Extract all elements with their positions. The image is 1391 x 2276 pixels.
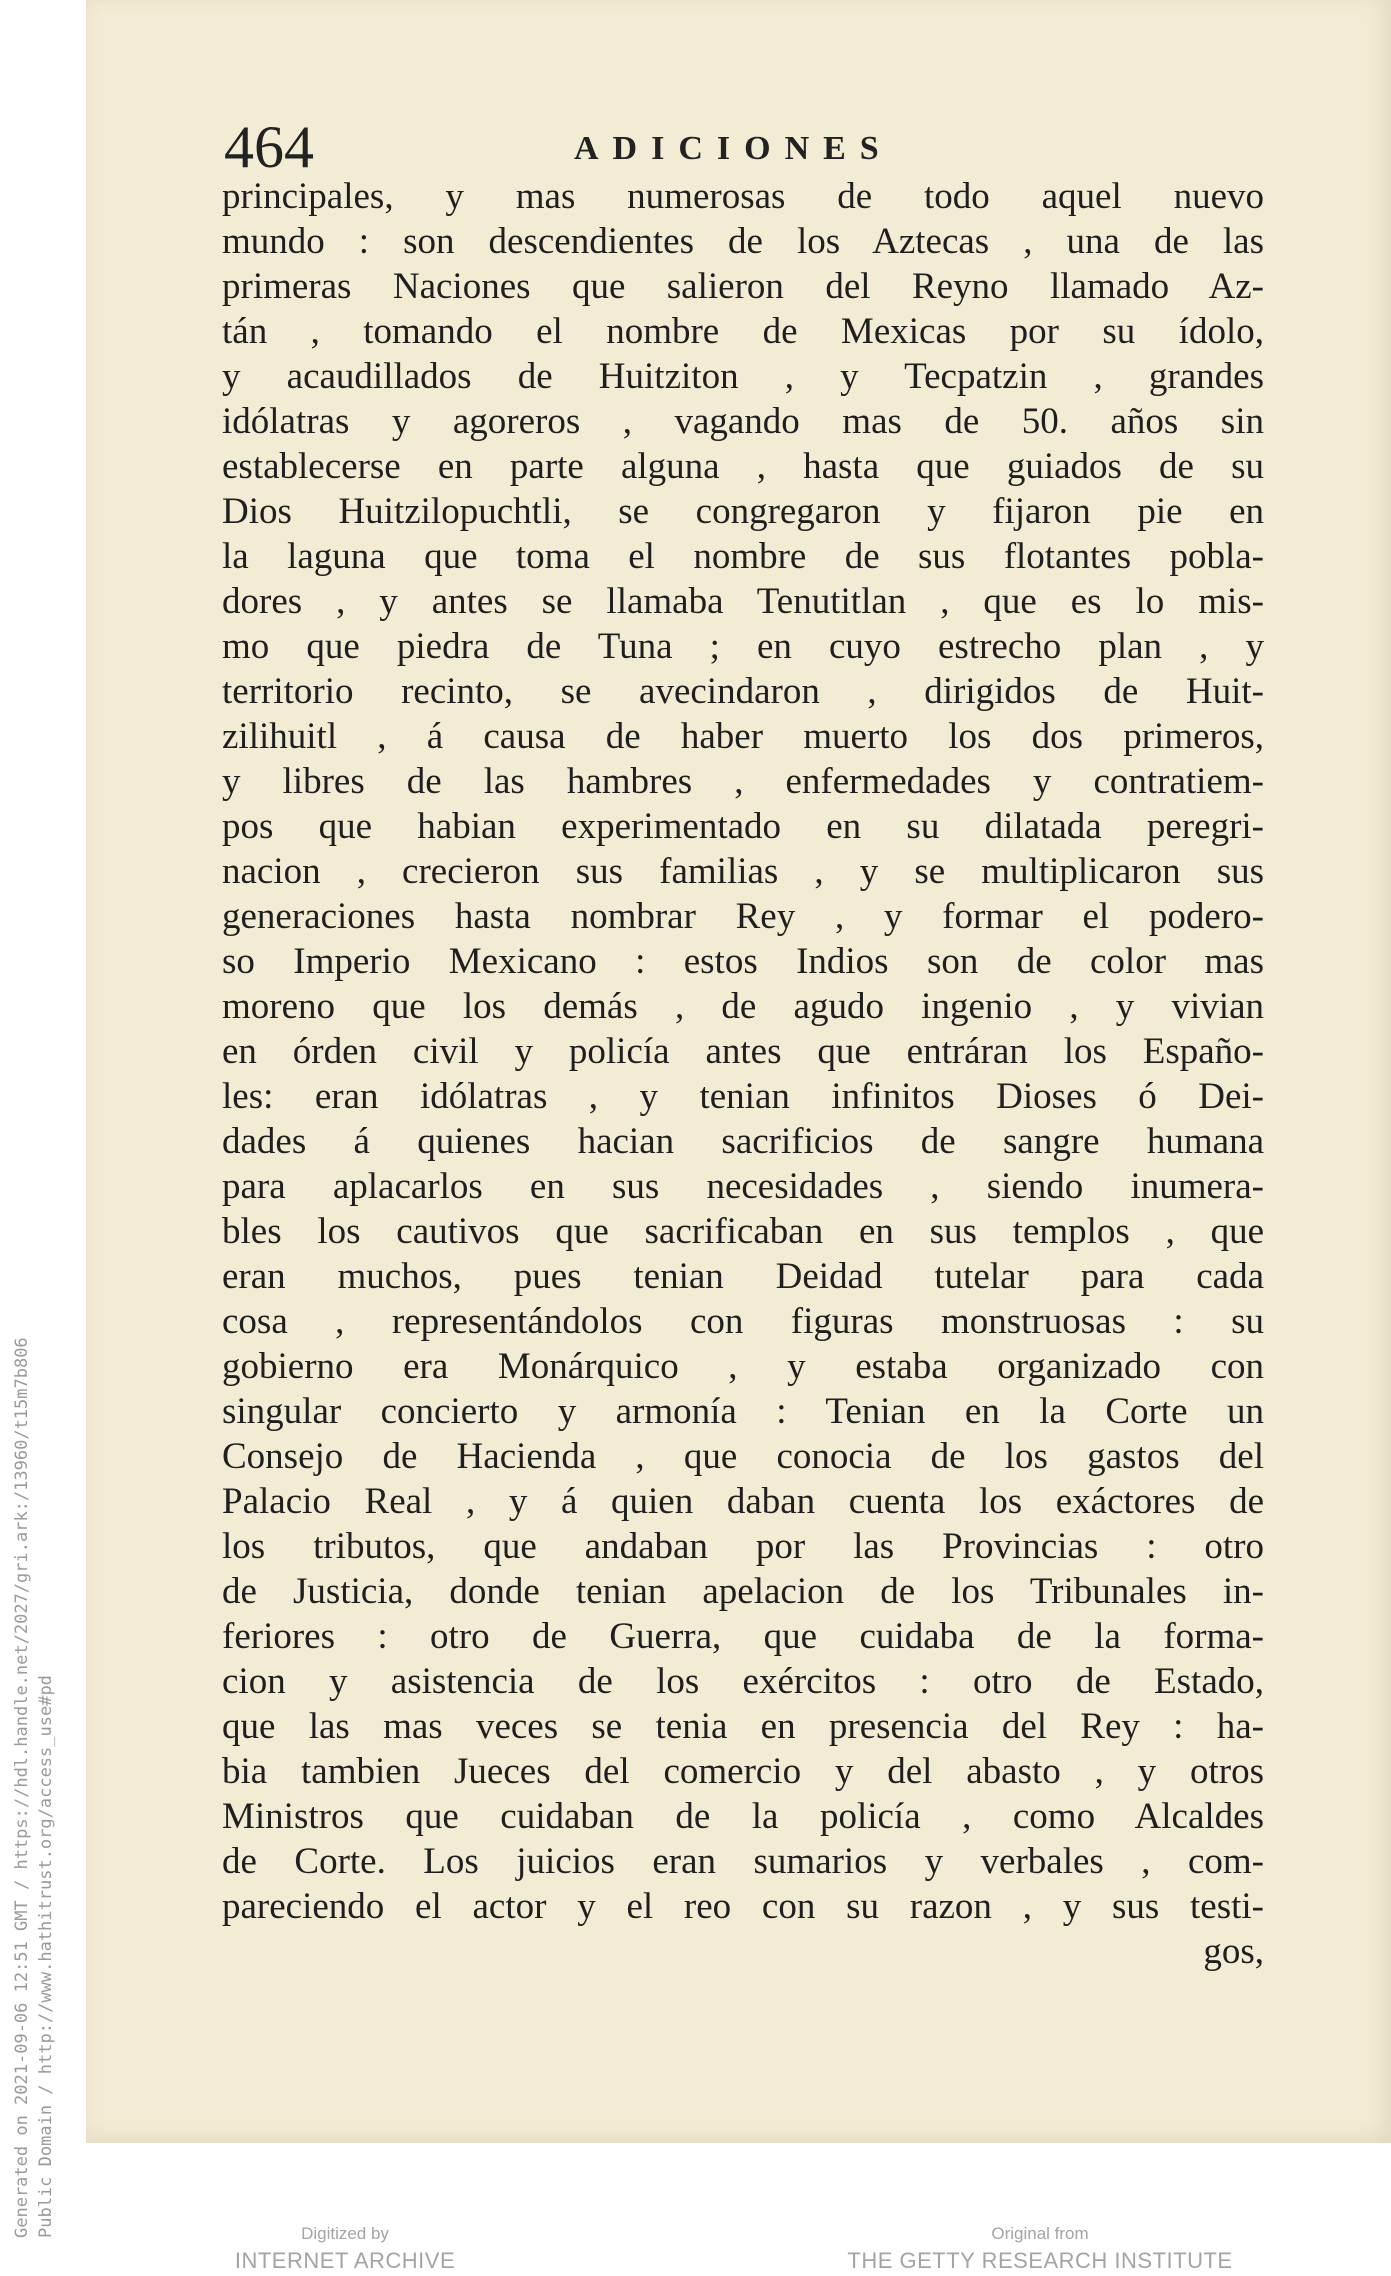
text-line: bles los cautivos que sacrificaban en sus templos , que: [222, 1211, 1264, 1252]
text-line: primeras Naciones que salieron del Reyno llamado Az-: [222, 266, 1264, 307]
footer-internet-archive: INTERNET ARCHIVE: [234, 2248, 456, 2273]
stamp-line-public-domain: Public Domain / http://www.hathitrust.org/access_use#pd: [36, 1675, 56, 2238]
text-line: idólatras y agoreros , vagando mas de 50. años sin: [222, 401, 1264, 442]
text-line: cosa , representándolos con figuras monstruosas : su: [222, 1301, 1264, 1342]
text-line: zilihuitl , á causa de haber muerto los dos primeros,: [222, 716, 1264, 757]
text-line: eran muchos, pues tenian Deidad tutelar para cada: [222, 1256, 1264, 1297]
hathitrust-stamp-text: [10, 1337, 58, 2238]
text-line: de Justicia, donde tenian apelacion de los Tribunales in-: [222, 1571, 1264, 1612]
text-line: feriores : otro de Guerra, que cuidaba de la forma-: [222, 1616, 1264, 1657]
text-line: establecerse en parte alguna , hasta que guiados de su: [222, 446, 1264, 487]
footer-digitized-by: [210, 2222, 480, 2276]
text-line: la laguna que toma el nombre de sus flotantes pobla-: [222, 536, 1264, 577]
text-line: dades á quienes hacian sacrificios de sangre humana: [222, 1121, 1264, 1162]
text-line: y libres de las hambres , enfermedades y contratiem-: [222, 761, 1264, 802]
text-line: mundo : son descendientes de los Aztecas , una de las: [222, 221, 1264, 262]
text-line: pos que habian experimentado en su dilatada peregri-: [222, 806, 1264, 847]
text-line: singular concierto y armonía : Tenian en la Corte un: [222, 1391, 1264, 1432]
text-line: les: eran idólatras , y tenian infinitos Dioses ó Dei-: [222, 1076, 1264, 1117]
text-line: de Corte. Los juicios eran sumarios y verbales , com-: [222, 1841, 1264, 1882]
hathitrust-stamp: [0, 0, 60, 2271]
text-line: cion y asistencia de los exércitos : otro de Estado,: [222, 1661, 1264, 1702]
text-line: territorio recinto, se avecindaron , dirigidos de Huit-: [222, 671, 1264, 712]
text-line: nacion , crecieron sus familias , y se multiplicaron sus: [222, 851, 1264, 892]
page-number: 464: [224, 114, 314, 180]
text-line: en órden civil y policía antes que entráran los Españo-: [222, 1031, 1264, 1072]
text-line: Consejo de Hacienda , que conocia de los gastos del: [222, 1436, 1264, 1477]
text-line: dores , y antes se llamaba Tenutitlan , que es lo mis-: [222, 581, 1264, 622]
text-line: Ministros que cuidaban de la policía , como Alcaldes: [222, 1796, 1264, 1837]
text-line: bia tambien Jueces del comercio y del abasto , y otros: [222, 1751, 1264, 1792]
stamp-line-generated: Generated on 2021-09-06 12:51 GMT / https://hdl.handle.net/2027/gri.ark:/13960/t15m7b806: [12, 1337, 32, 2238]
text-line: Dios Huitzilopuchtli, se congregaron y fijaron pie en: [222, 491, 1264, 532]
text-line: moreno que los demás , de agudo ingenio , y vivian: [222, 986, 1264, 1027]
text-line: tán , tomando el nombre de Mexicas por su ídolo,: [222, 311, 1264, 352]
text-line: para aplacarlos en sus necesidades , siendo inumera-: [222, 1166, 1264, 1207]
text-line: los tributos, que andaban por las Provincias : otro: [222, 1526, 1264, 1567]
text-line: gos,: [1203, 1931, 1264, 1972]
text-line: que las mas veces se tenia en presencia del Rey : ha-: [222, 1706, 1264, 1747]
running-head: ADICIONES: [574, 130, 893, 167]
footer-getty-institute: THE GETTY RESEARCH INSTITUTE: [847, 2248, 1233, 2273]
text-line: so Imperio Mexicano : estos Indios son de color mas: [222, 941, 1264, 982]
text-line: Palacio Real , y á quien daban cuenta los exáctores de: [222, 1481, 1264, 1522]
text-line: pareciendo el actor y el reo con su razon , y sus testi-: [222, 1886, 1264, 1927]
text-line: y acaudillados de Huitziton , y Tecpatzin , grandes: [222, 356, 1264, 397]
text-line: gobierno era Monárquico , y estaba organizado con: [222, 1346, 1264, 1387]
footer-original-from: [840, 2222, 1240, 2276]
footer-digitized-label: Digitized by: [301, 2224, 389, 2243]
text-line: principales, y mas numerosas de todo aquel nuevo: [222, 176, 1264, 217]
footer-original-label: Original from: [991, 2224, 1089, 2243]
text-line: mo que piedra de Tuna ; en cuyo estrecho plan , y: [222, 626, 1264, 667]
body-text: [222, 174, 1264, 1974]
text-line: generaciones hasta nombrar Rey , y formar el podero-: [222, 896, 1264, 937]
